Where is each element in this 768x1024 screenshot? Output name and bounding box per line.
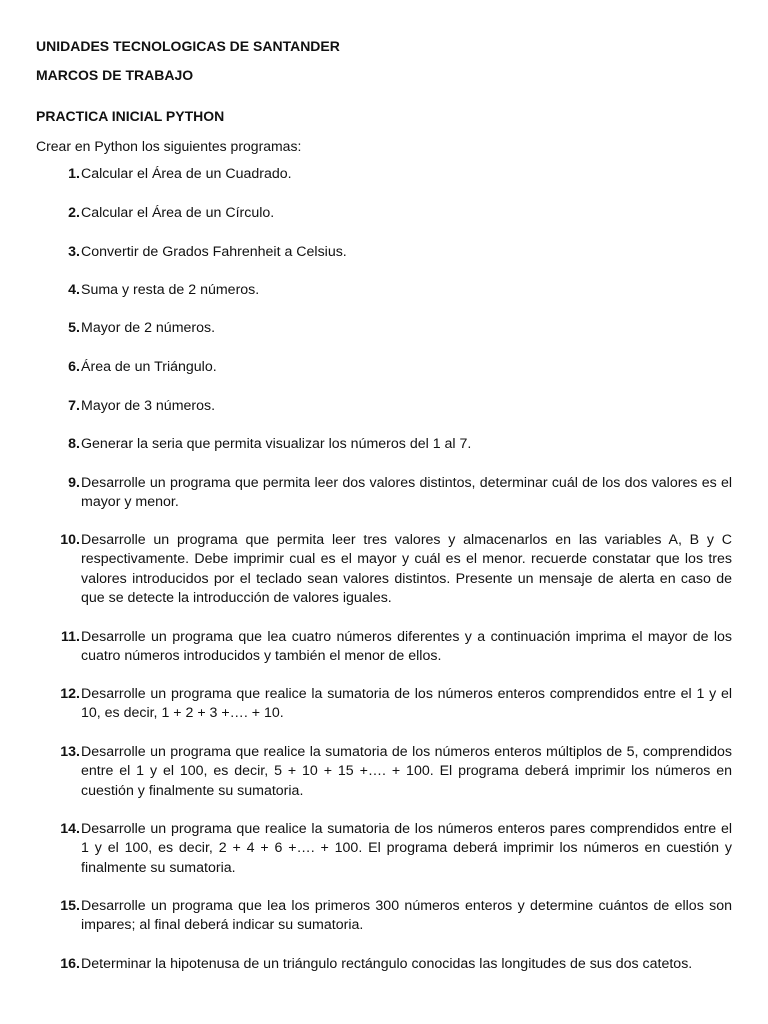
item-number: 4. [68, 282, 80, 298]
list-item [56, 474, 732, 513]
item-number: 14. [60, 821, 80, 837]
item-text: Desarrolle un programa que lea cuatro números diferentes y a continuación imprima el mayor de los cuatro números introducidos y también el menor de ellos. [81, 629, 732, 665]
list-item [56, 820, 732, 878]
list-item [56, 743, 732, 801]
item-text: Calcular el Área de un Círculo. [81, 205, 275, 221]
item-number: 9. [68, 475, 80, 491]
list-item [56, 628, 732, 667]
item-text: Desarrolle un programa que realice la sumatoria de los números enteros comprendidos entre el 1 y el 10, es decir, 1 + 2 + 3 +…. + 10. [81, 686, 732, 722]
list-item [56, 358, 732, 377]
list-item [56, 897, 732, 936]
item-number: 3. [68, 244, 80, 260]
item-text: Mayor de 2 números. [81, 320, 216, 336]
item-text: Determinar la hipotenusa de un triángulo rectángulo conocidas las longitudes de sus dos catetos. [81, 956, 693, 972]
item-number: 11. [61, 629, 80, 645]
course-heading: MARCOS DE TRABAJO [36, 67, 194, 83]
item-text: Área de un Triángulo. [81, 359, 217, 375]
item-number: 2. [68, 205, 80, 221]
item-text: Convertir de Grados Fahrenheit a Celsius. [81, 244, 347, 260]
list-item [56, 397, 732, 416]
practice-title: PRACTICA INICIAL PYTHON [36, 108, 225, 124]
list-item [56, 531, 732, 608]
list-item [56, 685, 732, 724]
item-text: Mayor de 3 números. [81, 398, 216, 414]
list-item [56, 243, 732, 262]
intro-text: Crear en Python los siguientes programas: [36, 138, 302, 154]
item-number: 10. [60, 532, 80, 548]
item-text: Desarrolle un programa que lea los primeros 300 números enteros y determine cuántos de ellos son impares; al final deberá indicar su sumatoria. [81, 898, 732, 934]
item-text: Desarrolle un programa que realice la sumatoria de los números enteros múltiplos de 5, comprendidos entre el 1 y el 100, es decir, 5 + 10 + 15 +…. + 100. El programa deberá imprimir los números en cuestión y finalmente su sumatoria. [81, 744, 732, 799]
list-item [56, 435, 732, 454]
list-item [56, 955, 732, 974]
item-number: 5. [68, 320, 80, 336]
item-text: Desarrolle un programa que permita leer dos valores distintos, determinar cuál de los dos valores es el mayor y menor. [81, 475, 732, 511]
item-number: 8. [68, 436, 80, 452]
item-number: 12. [60, 686, 80, 702]
item-number: 6. [68, 359, 80, 375]
list-item [56, 319, 732, 338]
item-number: 1. [68, 166, 80, 182]
list-item [56, 165, 732, 184]
institution-heading: UNIDADES TECNOLOGICAS DE SANTANDER [36, 38, 340, 54]
item-number: 16. [60, 956, 80, 972]
item-text: Calcular el Área de un Cuadrado. [81, 166, 292, 182]
list-item [56, 204, 732, 223]
item-text: Desarrolle un programa que realice la sumatoria de los números enteros pares comprendidos entre el 1 y el 100, es decir, 2 + 4 + 6 +…. + 100. El programa deberá imprimir los números en cuestión y finalmente su sumatoria. [81, 821, 732, 876]
item-number: 13. [60, 744, 80, 760]
item-text: Suma y resta de 2 números. [81, 282, 260, 298]
list-item [56, 281, 732, 300]
item-text: Desarrolle un programa que permita leer tres valores y almacenarlos en las variables A, B y C respectivamente. Debe imprimir cual es el mayor y cuál es el menor. recuerde constatar que los tres valores introducidos por el teclado sean valores distintos. Presente un mensaje de alerta en caso de que se detecte la introducción de valores iguales. [81, 532, 732, 606]
item-number: 7. [68, 398, 80, 414]
item-text: Generar la seria que permita visualizar los números del 1 al 7. [81, 436, 472, 452]
item-number: 15. [60, 898, 80, 914]
